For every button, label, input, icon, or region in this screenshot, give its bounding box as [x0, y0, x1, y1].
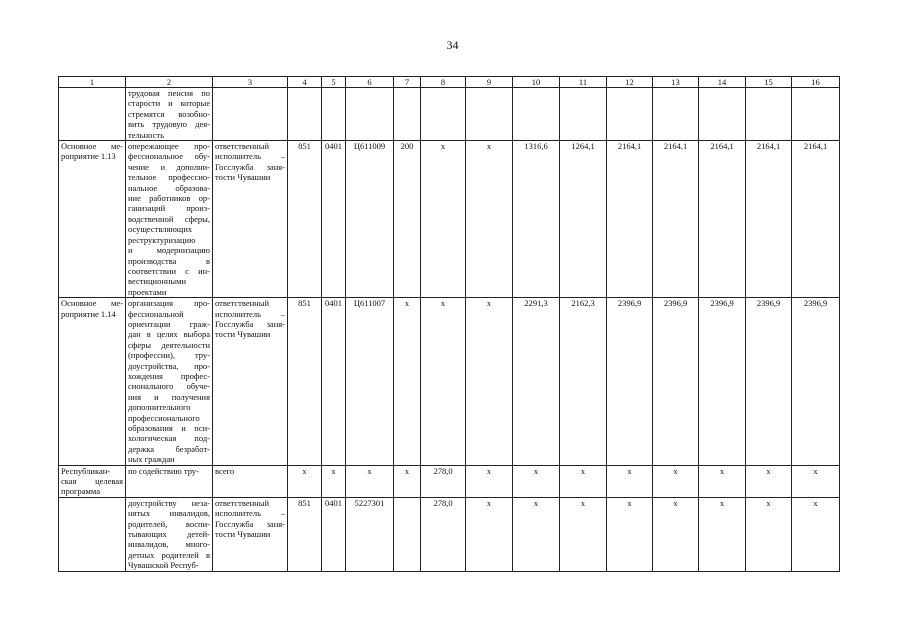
- cell-line: Основное ме-: [61, 141, 123, 152]
- page-number: 34: [446, 38, 459, 52]
- cell-line: ориентации граж-: [128, 318, 210, 329]
- column-header: 13: [653, 77, 699, 88]
- value-cell: х: [346, 465, 394, 497]
- cell-line: исполнитель –: [215, 508, 285, 519]
- value-cell: х: [792, 465, 840, 497]
- value-cell: [792, 88, 840, 141]
- cell-line: тельное профессио-: [128, 172, 210, 183]
- row-title-cell: [59, 88, 126, 141]
- column-header: 9: [466, 77, 513, 88]
- value-cell: х: [466, 497, 513, 571]
- value-cell: 851: [288, 298, 322, 466]
- value-cell: 278,0: [421, 497, 466, 571]
- table-row: [59, 88, 840, 141]
- cell-line: (профессии), тру-: [128, 350, 210, 361]
- executor-cell: [213, 298, 288, 466]
- column-header: 12: [607, 77, 653, 88]
- value-cell: 2396,9: [792, 298, 840, 466]
- value-cell: [288, 88, 322, 141]
- cell-line: вить трудовую дея-: [128, 119, 210, 130]
- value-cell: 5227301: [346, 497, 394, 571]
- cell-line: нятых инвалидов,: [128, 508, 210, 519]
- cell-line: фессиональной: [128, 308, 184, 319]
- cell-line: ганизаций произ-: [128, 203, 210, 214]
- value-cell: х: [746, 497, 792, 571]
- value-cell: [560, 88, 607, 141]
- value-cell: 278,0: [421, 465, 466, 497]
- cell-line: ответственный: [215, 298, 269, 309]
- cell-line: тости Чувашии: [215, 172, 271, 183]
- cell-line: хождения профес-: [128, 370, 210, 381]
- value-cell: 2164,1: [653, 141, 699, 298]
- value-cell: х: [699, 497, 746, 571]
- cell-line: Госслужба заня-: [215, 318, 285, 329]
- cell-line: сферы деятельности: [128, 339, 210, 350]
- value-cell: х: [607, 497, 653, 571]
- cell-line: организация про-: [128, 298, 210, 309]
- value-cell: х: [466, 141, 513, 298]
- value-cell: х: [421, 298, 466, 466]
- row-title-cell: [59, 465, 126, 497]
- value-cell: Ц611009: [346, 141, 394, 298]
- cell-line: нальное образова-: [128, 182, 210, 193]
- value-cell: х: [607, 465, 653, 497]
- table-header-row: [59, 77, 840, 88]
- value-cell: 0401: [322, 497, 346, 571]
- cell-line: исполнитель –: [215, 308, 285, 319]
- column-header: 1: [59, 77, 126, 88]
- value-cell: х: [792, 497, 840, 571]
- table-row: [59, 497, 840, 571]
- value-cell: х: [653, 497, 699, 571]
- cell-line: роприятие 1.13: [61, 151, 116, 162]
- cell-line: проектами: [128, 286, 167, 297]
- value-cell: 0401: [322, 298, 346, 466]
- column-header: 5: [322, 77, 346, 88]
- cell-line: трудовая пенсия по: [128, 88, 210, 98]
- description-cell: [126, 497, 213, 571]
- value-cell: 2164,1: [792, 141, 840, 298]
- value-cell: 2164,1: [746, 141, 792, 298]
- cell-line: стремятся возобно-: [128, 108, 210, 119]
- value-cell: [421, 88, 466, 141]
- value-cell: х: [653, 465, 699, 497]
- value-cell: [513, 88, 560, 141]
- value-cell: [653, 88, 699, 141]
- cell-line: всего: [215, 465, 235, 476]
- column-header: 11: [560, 77, 607, 88]
- table-row: [59, 141, 840, 298]
- value-cell: х: [466, 465, 513, 497]
- cell-line: роприятие 1.14: [61, 308, 116, 319]
- cell-line: дан в целях выбора: [128, 329, 210, 340]
- value-cell: х: [513, 465, 560, 497]
- cell-line: вестиционными: [128, 276, 187, 287]
- value-cell: 0401: [322, 141, 346, 298]
- value-cell: 2164,1: [699, 141, 746, 298]
- cell-line: тывающих детей-: [128, 529, 210, 540]
- cell-line: инвалидов, много-: [128, 539, 210, 550]
- cell-line: чение и дополни-: [128, 161, 210, 172]
- cell-line: реструктуризацию: [128, 234, 196, 245]
- executor-cell: [213, 141, 288, 298]
- cell-line: осуществляющих: [128, 224, 193, 235]
- cell-line: программа: [61, 486, 101, 497]
- value-cell: [346, 88, 394, 141]
- cell-line: ская целевая: [61, 476, 123, 487]
- value-cell: х: [394, 465, 421, 497]
- value-cell: 2164,1: [607, 141, 653, 298]
- value-cell: х: [513, 497, 560, 571]
- cell-line: родителей, воспи-: [128, 518, 210, 529]
- value-cell: х: [560, 465, 607, 497]
- cell-line: ния и получения: [128, 391, 210, 402]
- cell-line: Основное ме-: [61, 298, 123, 309]
- value-cell: 1316,6: [513, 141, 560, 298]
- column-header: 3: [213, 77, 288, 88]
- executor-cell: [213, 465, 288, 497]
- cell-line: тости Чувашии: [215, 529, 271, 540]
- row-title-cell: [59, 141, 126, 298]
- table-row: [59, 465, 840, 497]
- cell-line: ответственный: [215, 497, 269, 508]
- value-cell: 2162,3: [560, 298, 607, 466]
- cell-line: Республикан-: [61, 465, 111, 476]
- value-cell: [466, 88, 513, 141]
- column-header: 16: [792, 77, 840, 88]
- value-cell: 2396,9: [653, 298, 699, 466]
- value-cell: 2396,9: [746, 298, 792, 466]
- cell-line: фессиональное обу-: [128, 151, 210, 162]
- description-cell: [126, 88, 213, 141]
- budget-table: [58, 76, 840, 572]
- cell-line: соответствии с ин-: [128, 265, 210, 276]
- value-cell: 1264,1: [560, 141, 607, 298]
- cell-line: тельность: [128, 129, 164, 140]
- cell-line: ответственный: [215, 141, 269, 152]
- description-cell: [126, 141, 213, 298]
- cell-line: доустройству неза-: [128, 497, 210, 508]
- cell-line: дополнительного: [128, 402, 191, 413]
- cell-line: водственной сферы,: [128, 213, 210, 224]
- value-cell: 2396,9: [699, 298, 746, 466]
- cell-line: держка безработ-: [128, 443, 210, 454]
- value-cell: 2396,9: [607, 298, 653, 466]
- row-title-cell: [59, 497, 126, 571]
- cell-line: ние работников ор-: [128, 193, 210, 204]
- cell-line: хологическая под-: [128, 433, 210, 444]
- value-cell: 2291,3: [513, 298, 560, 466]
- row-title-cell: [59, 298, 126, 466]
- column-header: 7: [394, 77, 421, 88]
- value-cell: х: [322, 465, 346, 497]
- table-row: [59, 298, 840, 466]
- column-header: 8: [421, 77, 466, 88]
- value-cell: х: [288, 465, 322, 497]
- cell-line: образования и пси-: [128, 423, 210, 433]
- value-cell: [394, 497, 421, 571]
- value-cell: [322, 88, 346, 141]
- value-cell: х: [746, 465, 792, 497]
- cell-line: исполнитель –: [215, 151, 285, 162]
- value-cell: [746, 88, 792, 141]
- column-header: 6: [346, 77, 394, 88]
- cell-line: Чувашской Респуб-: [128, 560, 199, 571]
- cell-line: производства в: [128, 255, 210, 266]
- table-body: [59, 77, 840, 572]
- cell-line: Госслужба заня-: [215, 161, 285, 172]
- cell-line: старости и которые: [128, 98, 210, 109]
- cell-line: Госслужба заня-: [215, 518, 285, 529]
- cell-line: сионального обуче-: [128, 381, 210, 392]
- cell-line: доустройства, про-: [128, 360, 210, 371]
- executor-cell: [213, 88, 288, 141]
- value-cell: х: [560, 497, 607, 571]
- cell-line: профессионального: [128, 412, 200, 423]
- cell-line: ных граждан: [128, 454, 175, 465]
- cell-line: и модернизацию: [128, 245, 210, 256]
- value-cell: х: [699, 465, 746, 497]
- value-cell: 200: [394, 141, 421, 298]
- column-header: 14: [699, 77, 746, 88]
- description-cell: [126, 298, 213, 466]
- value-cell: 851: [288, 141, 322, 298]
- value-cell: [607, 88, 653, 141]
- value-cell: х: [466, 298, 513, 466]
- value-cell: Ц611007: [346, 298, 394, 466]
- column-header: 10: [513, 77, 560, 88]
- executor-cell: [213, 497, 288, 571]
- description-cell: [126, 465, 213, 497]
- value-cell: [699, 88, 746, 141]
- column-header: 15: [746, 77, 792, 88]
- column-header: 2: [126, 77, 213, 88]
- cell-line: по содействию тру-: [128, 465, 199, 476]
- cell-line: детных родителей в: [128, 549, 210, 560]
- column-header: 4: [288, 77, 322, 88]
- value-cell: [394, 88, 421, 141]
- value-cell: 851: [288, 497, 322, 571]
- value-cell: х: [421, 141, 466, 298]
- cell-line: опережающее про-: [128, 141, 210, 152]
- cell-line: тости Чувашии: [215, 329, 271, 340]
- value-cell: х: [394, 298, 421, 466]
